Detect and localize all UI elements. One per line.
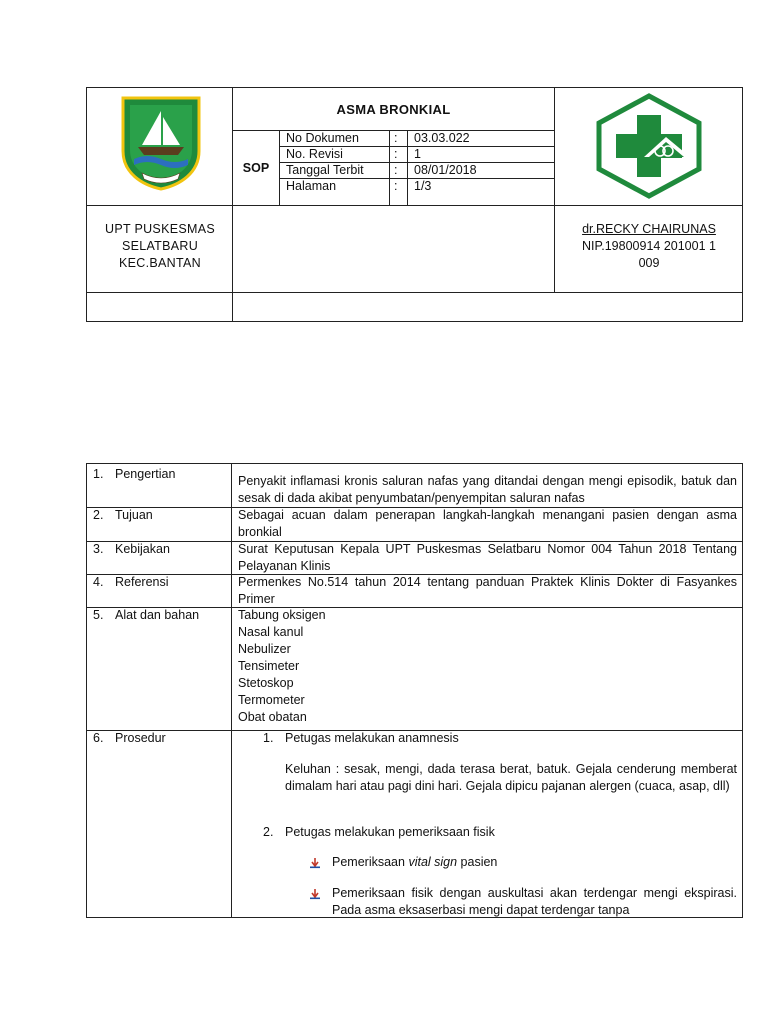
signatory-nip-cont: 009 [638,256,660,270]
regency-coat-of-arms-icon [120,95,202,191]
list-item: Tensimeter [238,659,300,673]
list-item: Nebulizer [238,642,291,656]
meta-sep: : [394,131,398,145]
sop-label: SOP [242,160,270,175]
section-title: Pengertian [115,467,176,481]
list-item: Stetoskop [238,676,294,690]
list-item: Tabung oksigen [238,608,326,622]
section-text-pengertian: Penyakit inflamasi kronis saluran nafas yang ditandai dengan mengi episodik, batuk dan sesak di dada akibat penyumbatan/penyempitan saluran nafas [238,474,737,505]
section-number: 2. [93,508,104,522]
section-text-kebijakan: Surat Keputusan Kepala UPT Puskesmas Selatbaru Nomor 004 Tahun 2018 Tentang Pelayanan Klinis [238,542,737,573]
document-title: ASMA BRONKIAL [336,101,451,117]
list-item: Nasal kanul [238,625,304,639]
meta-value: 03.03.022 [414,131,470,145]
procedure-bullet-vital-sign: Pemeriksaan vital sign pasien [332,855,498,869]
bullet-arrow-icon [309,857,321,869]
meta-row-issue-date [280,162,554,178]
meta-key: No Dokumen [286,131,359,145]
section-text-tujuan: Sebagai acuan dalam penerapan langkah-langkah menangani pasien dengan asma bronkial [238,508,737,539]
section-title: Prosedur [115,731,166,745]
meta-row-revision [280,146,554,162]
step-text: Petugas melakukan anamnesis [285,731,459,745]
bullet-arrow-icon [309,888,321,900]
section-title: Kebijakan [115,542,170,556]
puskesmas-green-cross-icon [594,93,704,199]
section-number: 5. [93,608,104,622]
procedure-step-1-detail: Keluhan : sesak, mengi, dada terasa berat, batuk. Gejala cenderung memberat dimalam hari atau pagi dini hari. Gejala dipicu pajanan alergen (cuaca, asap, dll) [285,762,737,793]
section-title: Referensi [115,575,169,589]
section-label-alat [93,607,199,624]
signatory-name: dr.RECKY CHAIRUNAS [582,222,716,236]
meta-key: No. Revisi [286,147,343,161]
section-label-prosedur [93,730,166,747]
org-line: UPT PUSKESMAS [105,222,215,236]
org-line: SELATBARU [121,239,199,253]
section-label-referensi [93,574,169,591]
section-text-referensi: Permenkes No.514 tahun 2014 tentang panduan Praktek Klinis Dokter di Fasyankes Primer [238,575,737,606]
section-number: 3. [93,542,104,556]
meta-key: Tanggal Terbit [286,163,364,177]
equipment-list [238,607,737,726]
meta-sep: : [394,147,398,161]
meta-row-page [280,178,554,194]
section-number: 1. [93,467,104,481]
section-number: 6. [93,731,104,745]
meta-value: 1 [414,147,421,161]
section-label-tujuan [93,507,153,524]
section-title: Tujuan [115,508,153,522]
section-title: Alat dan bahan [115,608,200,622]
step-text: Petugas melakukan pemeriksaan fisik [285,825,495,839]
procedure-bullet-auscultation: Pemeriksaan fisik dengan auskultasi akan terdengar mengi ekspirasi. Pada asma eksaserbasi mengi dapat terdengar tanpa [332,886,737,917]
meta-row-doc-no [280,130,554,146]
signatory-nip: NIP.19800914 201001 1 [582,239,716,253]
meta-key: Halaman [286,179,337,193]
signatory-block [556,221,742,272]
section-label-pengertian [93,466,175,483]
organization-name [88,221,232,272]
meta-value: 1/3 [414,179,432,193]
list-item: Termometer [238,693,305,707]
org-line: KEC.BANTAN [119,256,201,270]
list-item: Obat obatan [238,710,307,724]
section-number: 4. [93,575,104,589]
step-number: 2. [263,825,274,839]
section-label-kebijakan [93,541,170,558]
meta-value: 08/01/2018 [414,163,477,177]
meta-sep: : [394,163,398,177]
emphasis-vital-sign: vital sign [408,855,458,869]
meta-sep: : [394,179,398,193]
step-number: 1. [263,731,274,745]
